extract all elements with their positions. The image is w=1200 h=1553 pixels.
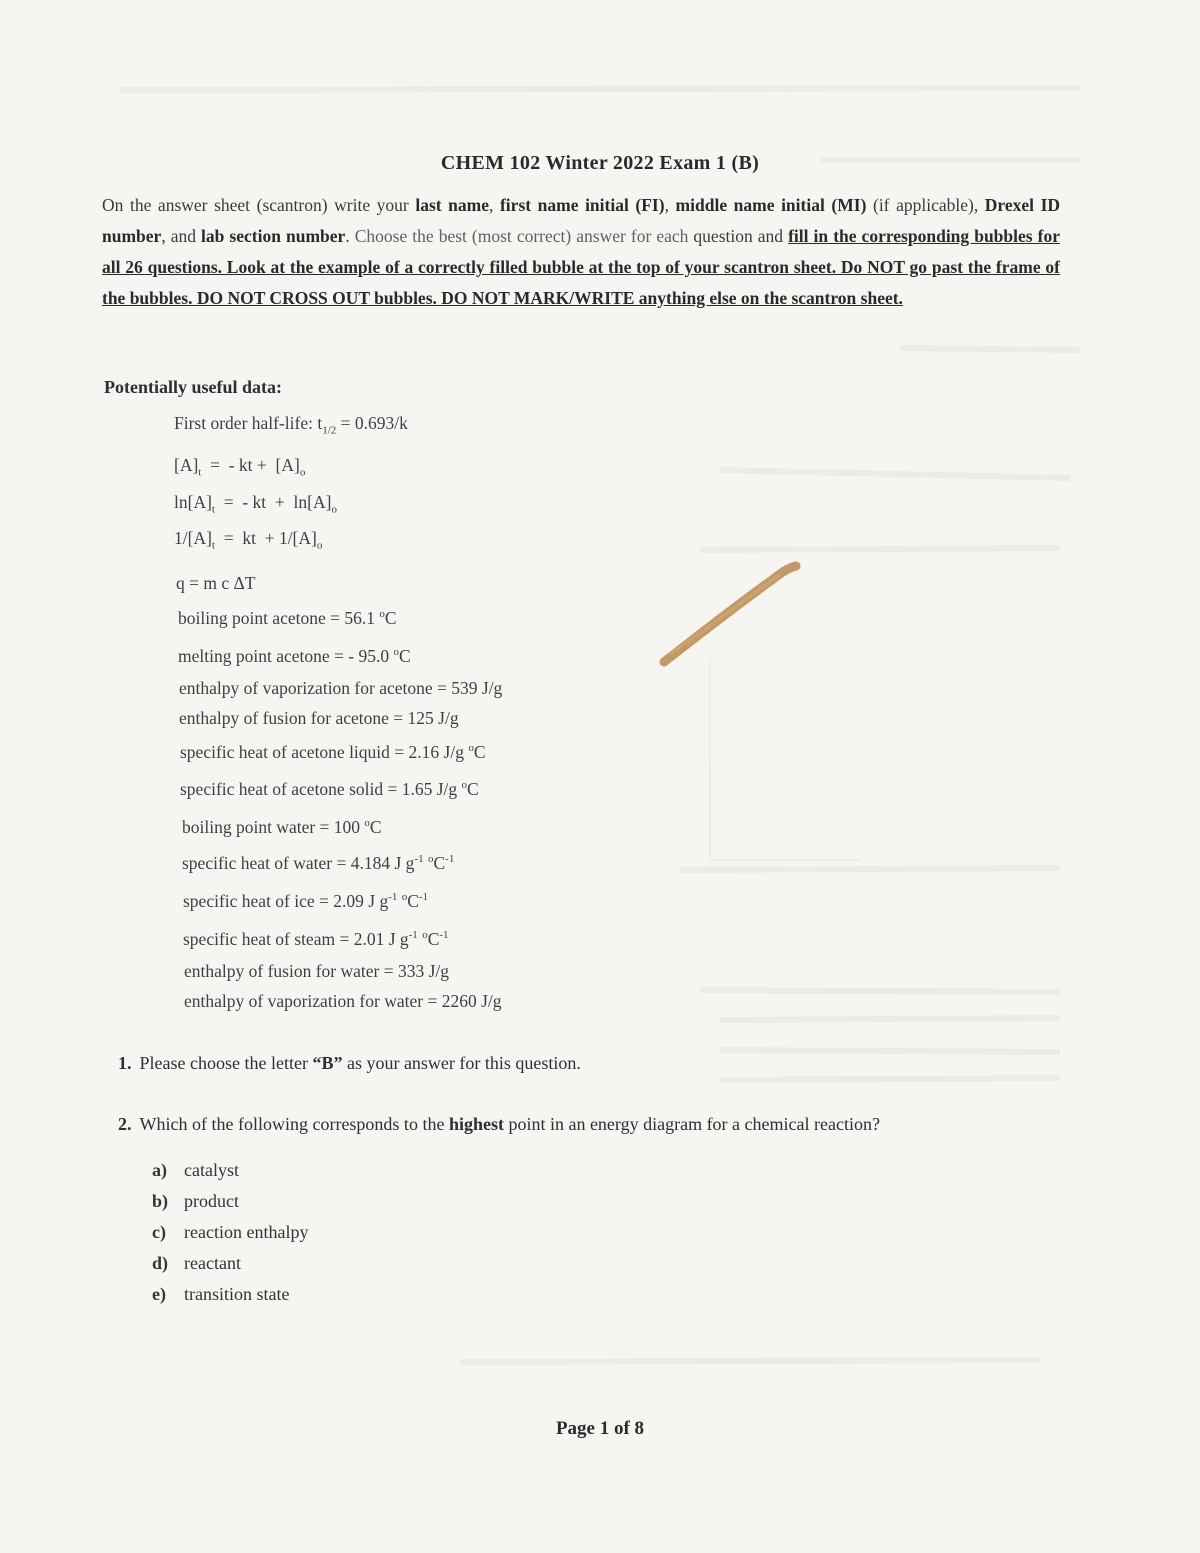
question-number: 1. (118, 1053, 132, 1073)
exam-title: CHEM 102 Winter 2022 Exam 1 (B) (440, 152, 760, 174)
hfus-acetone: enthalpy of fusion for acetone = 125 J/g (179, 708, 459, 728)
heat-equation: q = m c ΔT (176, 573, 256, 593)
instructions-paragraph: On the answer sheet (scantron) write your last name, first name initial (FI), middle name initial (MI) (if applicable), Drexel ID number, and lab section number. Choose the best (most correct) answer for each question and fill in the corresponding bubbles for all 26 questions. Look at the example of a correctly filled bubble at the top of your scantron sheet. Do NOT go past the frame of the bubbles. DO NOT CROSS OUT bubbles. DO NOT MARK/WRITE anything else on the scantron sheet. (102, 195, 1061, 308)
question-1: 1. Please choose the letter “B” as your answer for this question. (118, 1053, 581, 1073)
useful-data-heading: Potentially useful data: (104, 377, 282, 397)
question-2: 2. Which of the following corresponds to the highest point in an energy diagram for a chemical reaction? (118, 1114, 880, 1134)
first-order-equation: $\ln[A]_t$ = - kt + $\ln[A]_o$ (174, 492, 337, 516)
specific-heat-ice: specific heat of ice = 2.09 J $g^{-1}$ $^oC^{-1}$ (183, 891, 429, 911)
question-number: 2. (118, 1114, 132, 1134)
instruction-bubble-rules: fill in the corresponding bubbles for all 26 questions. Look at the example of a correctly filled bubble at the top of your scantron sheet. Do NOT go past the frame of the bubbles. DO NOT CROSS OUT bubbles. DO NOT MARK/WRITE anything else on the scantron sheet. (102, 226, 1060, 308)
choice-a: a) catalyst (152, 1160, 239, 1180)
zero-order-equation: $[A]_t$ = - kt + $[A]_o$ (174, 455, 306, 479)
specific-heat-acetone-liquid: specific heat of acetone liquid = 2.16 J/g $^o$C (180, 742, 486, 762)
choice-e: e) transition state (152, 1284, 290, 1304)
choice-c: c) reaction enthalpy (152, 1222, 309, 1242)
instruction-lab-section: lab section number (201, 226, 346, 246)
instruction-first-initial: first name initial (FI) (499, 195, 665, 215)
hvap-water: enthalpy of vaporization for water = 2260 J/g (184, 991, 502, 1011)
specific-heat-acetone-solid: specific heat of acetone solid = 1.65 J/g $^o$C (180, 779, 479, 799)
instruction-drexel-id: Drexel ID number (102, 195, 1061, 246)
pencil-stroke-mark (650, 550, 810, 680)
bp-acetone: boiling point acetone = 56.1 $^o$C (178, 608, 397, 628)
mp-acetone: melting point acetone = - 95.0 $^o$C (178, 646, 411, 666)
specific-heat-water: specific heat of water = 4.184 J $g^{-1}$ $^oC^{-1}$ (182, 853, 455, 873)
page-number: Page 1 of 8 (555, 1418, 645, 1439)
bp-water: boiling point water = 100 $^o$C (182, 817, 382, 837)
second-order-equation: $1/[A]_t$ = kt + $1/[A]_o$ (174, 528, 323, 552)
hvap-acetone: enthalpy of vaporization for acetone = 539 J/g (179, 678, 503, 698)
choice-d: d) reactant (152, 1253, 241, 1273)
hfus-water: enthalpy of fusion for water = 333 J/g (184, 961, 450, 981)
choice-b: b) product (152, 1191, 239, 1211)
specific-heat-steam: specific heat of steam = 2.01 J $g^{-1}$ $^oC^{-1}$ (183, 929, 449, 949)
half-life-formula: First order half-life: $t_{1/2} = 0.693/k$ (174, 413, 408, 437)
instruction-middle-initial: middle name initial (MI) (675, 195, 867, 215)
instruction-last-name: last name (415, 195, 490, 215)
